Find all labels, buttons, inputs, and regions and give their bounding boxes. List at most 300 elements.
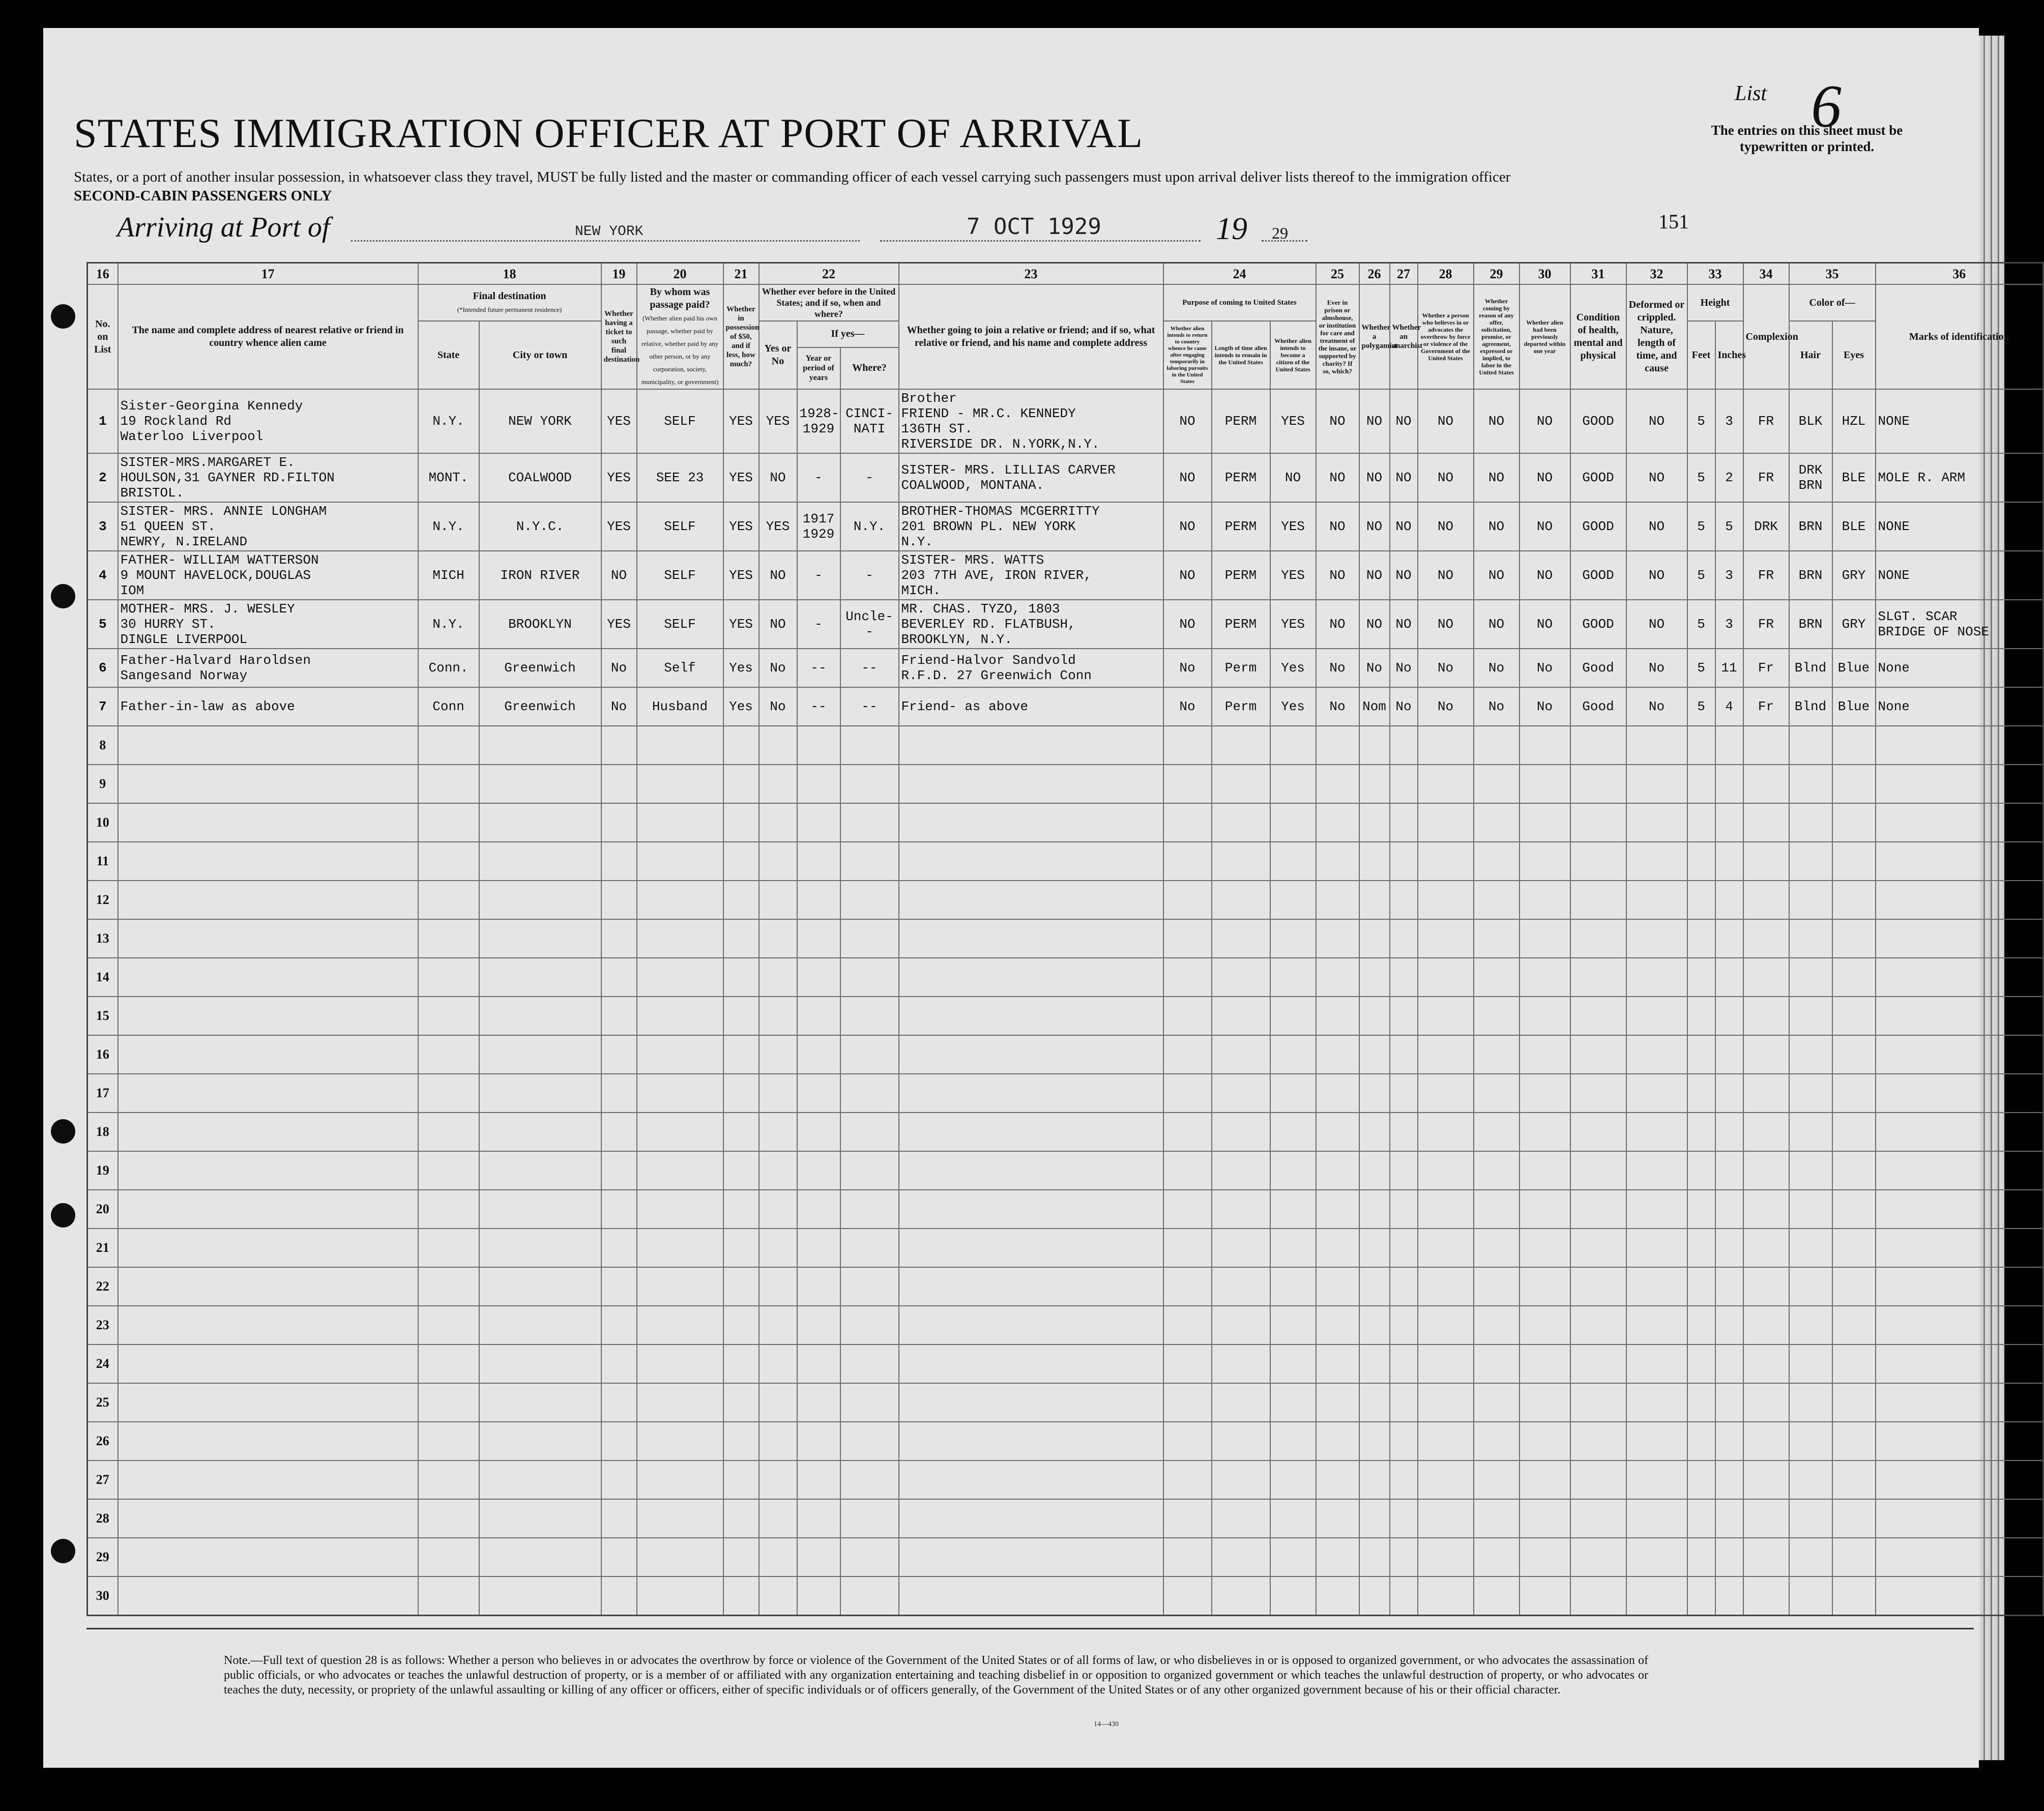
hair-cell: BRN: [1789, 551, 1832, 600]
empty-cell: [840, 1306, 899, 1345]
empty-cell: [1163, 997, 1212, 1035]
empty-cell: [1520, 1422, 1570, 1461]
before-us-cell: YES: [759, 502, 797, 551]
empty-cell: [479, 1461, 601, 1499]
empty-cell: [118, 726, 418, 765]
empty-cell: [759, 842, 797, 881]
empty-cell: [1270, 919, 1316, 958]
empty-cell: [479, 1113, 601, 1151]
empty-cell: [601, 1461, 637, 1499]
anarchist-cell: NO: [1390, 453, 1418, 502]
empty-cell: [1715, 1538, 1743, 1576]
empty-cell: [118, 1576, 418, 1616]
eyes-cell: Blue: [1832, 649, 1876, 687]
empty-cell: [797, 919, 840, 958]
q29-cell: NO: [1474, 502, 1520, 551]
empty-cell: [1570, 958, 1626, 997]
empty-cell: [723, 1422, 759, 1461]
empty-cell: [1832, 1576, 1876, 1616]
empty-cell: [1316, 997, 1359, 1035]
polygamist-cell: NO: [1359, 600, 1390, 649]
empty-cell: [418, 1461, 479, 1499]
empty-cell: [1789, 1190, 1832, 1229]
before-us-cell: NO: [759, 600, 797, 649]
empty-cell: [1359, 919, 1390, 958]
empty-cell: [418, 1422, 479, 1461]
empty-cell: [601, 842, 637, 881]
empty-cell: [1520, 1151, 1570, 1190]
empty-cell: [1359, 842, 1390, 881]
empty-cell: [1163, 1113, 1212, 1151]
column-number: 22: [759, 263, 899, 285]
city-cell: N.Y.C.: [479, 502, 601, 551]
length-of-stay-cell: PERM: [1212, 453, 1270, 502]
column-number: 34: [1743, 263, 1789, 285]
empty-cell: [759, 1306, 797, 1345]
empty-cell: [1270, 1267, 1316, 1306]
empty-cell: [1390, 919, 1418, 958]
empty-cell: [899, 958, 1163, 997]
header-q29: Whether coming by reason of any offer, solicitation, promise, or agreement, expressed or implied, to labor in the United States: [1474, 284, 1520, 389]
empty-cell: [1474, 919, 1520, 958]
empty-row: [87, 842, 2043, 881]
empty-cell: [479, 1267, 601, 1306]
city-cell: IRON RIVER: [479, 551, 601, 600]
form-title: STATES IMMIGRATION OFFICER AT PORT OF ARRIVAL: [74, 110, 1144, 156]
empty-cell: [418, 919, 479, 958]
before-us-cell: YES: [759, 389, 797, 453]
header-prison: Ever in prison or almshouse, or institution for care and treatment of the insane, or supported by charity? If so, which?: [1316, 284, 1359, 389]
empty-cell: [1390, 1074, 1418, 1113]
empty-cell: [1163, 1267, 1212, 1306]
empty-cell: [1270, 1461, 1316, 1499]
city-cell: NEW YORK: [479, 389, 601, 453]
empty-cell: [1212, 803, 1270, 842]
empty-cell: [1570, 726, 1626, 765]
empty-cell: [1876, 1190, 2043, 1229]
empty-cell: [1876, 1576, 2043, 1616]
empty-cell: [723, 1113, 759, 1151]
empty-row: [87, 1345, 2043, 1383]
empty-cell: [479, 1190, 601, 1229]
empty-row: [87, 997, 2043, 1035]
empty-cell: [601, 1229, 637, 1267]
empty-cell: [1743, 881, 1789, 919]
empty-cell: [1570, 1306, 1626, 1345]
empty-cell: [1316, 1538, 1359, 1576]
empty-cell: [1626, 1576, 1687, 1616]
empty-cell: [1359, 1229, 1390, 1267]
empty-cell: [1626, 765, 1687, 803]
empty-cell: [759, 1383, 797, 1422]
empty-cell: [1270, 997, 1316, 1035]
empty-cell: [1626, 1538, 1687, 1576]
deformed-cell: NO: [1626, 600, 1687, 649]
complexion-cell: Fr: [1743, 649, 1789, 687]
empty-cell: [1390, 1113, 1418, 1151]
empty-cell: [1270, 803, 1316, 842]
empty-cell: [899, 1422, 1163, 1461]
header-period: Year or period of years: [797, 347, 840, 389]
empty-cell: [840, 1074, 899, 1113]
before-us-cell: NO: [759, 453, 797, 502]
empty-cell: [899, 881, 1163, 919]
empty-cell: [1359, 1461, 1390, 1499]
empty-cell: [1715, 1229, 1743, 1267]
empty-cell: [840, 803, 899, 842]
empty-cell: [1212, 919, 1270, 958]
empty-cell: [1687, 997, 1715, 1035]
empty-cell: [899, 1461, 1163, 1499]
empty-cell: [637, 1383, 723, 1422]
empty-cell: [479, 881, 601, 919]
money-cell: YES: [723, 551, 759, 600]
citizen-intent-cell: YES: [1270, 502, 1316, 551]
marks-cell: None: [1876, 687, 2043, 726]
empty-cell: [637, 765, 723, 803]
empty-cell: [1789, 1113, 1832, 1151]
empty-cell: [1520, 881, 1570, 919]
form-instructions: [74, 168, 1661, 206]
empty-cell: [1474, 1538, 1520, 1576]
empty-cell: [1715, 1422, 1743, 1461]
prison-cell: NO: [1316, 453, 1359, 502]
empty-row: [87, 881, 2043, 919]
empty-row: [87, 765, 2043, 803]
empty-cell: [1316, 919, 1359, 958]
empty-cell: [1163, 881, 1212, 919]
empty-cell: [1474, 881, 1520, 919]
empty-cell: [1163, 726, 1212, 765]
empty-cell: [1520, 1499, 1570, 1538]
empty-cell: [418, 1306, 479, 1345]
ticket-cell: No: [601, 687, 637, 726]
empty-cell: [1876, 1461, 2043, 1499]
empty-cell: [1743, 919, 1789, 958]
q28-cell: NO: [1418, 453, 1474, 502]
marks-cell: NONE: [1876, 502, 2043, 551]
empty-cell: [418, 1113, 479, 1151]
empty-cell: [418, 1383, 479, 1422]
empty-cell: [1876, 803, 2043, 842]
empty-cell: [601, 765, 637, 803]
empty-cell: [1715, 881, 1743, 919]
row-number: 5: [87, 600, 118, 649]
deformed-cell: No: [1626, 649, 1687, 687]
empty-cell: [1418, 803, 1474, 842]
empty-cell: [723, 958, 759, 997]
empty-row: [87, 1035, 2043, 1074]
header-city: City or town: [479, 321, 601, 389]
passenger-row: [87, 453, 2043, 502]
empty-cell: [759, 1461, 797, 1499]
empty-cell: [1876, 765, 2043, 803]
empty-cell: [118, 1422, 418, 1461]
empty-cell: [797, 803, 840, 842]
empty-cell: [1789, 881, 1832, 919]
empty-cell: [1390, 765, 1418, 803]
empty-cell: [1715, 1345, 1743, 1383]
column-number: 27: [1390, 263, 1418, 285]
empty-cell: [1163, 919, 1212, 958]
empty-cell: [1316, 842, 1359, 881]
empty-cell: [1520, 1383, 1570, 1422]
empty-cell: [840, 1576, 899, 1616]
empty-cell: [723, 1190, 759, 1229]
nearest-relative-cell: FATHER- WILLIAM WATTERSON 9 MOUNT HAVELOCK,DOUGLAS IOM: [118, 551, 418, 600]
empty-cell: [1570, 1499, 1626, 1538]
empty-cell: [1789, 842, 1832, 881]
empty-cell: [1359, 1190, 1390, 1229]
empty-cell: [1626, 1383, 1687, 1422]
empty-cell: [1474, 1113, 1520, 1151]
empty-row: [87, 1074, 2043, 1113]
empty-cell: [1715, 1499, 1743, 1538]
empty-cell: [1743, 1267, 1789, 1306]
header-marks: Marks of identification: [1876, 284, 2043, 389]
empty-cell: [1570, 1576, 1626, 1616]
row-number: 16: [87, 1035, 118, 1074]
empty-cell: [1876, 1345, 2043, 1383]
empty-cell: [1687, 765, 1715, 803]
empty-cell: [1832, 1499, 1876, 1538]
empty-cell: [1520, 1190, 1570, 1229]
empty-cell: [1270, 1229, 1316, 1267]
empty-cell: [723, 842, 759, 881]
empty-cell: [1570, 1461, 1626, 1499]
empty-cell: [1789, 1074, 1832, 1113]
empty-cell: [1626, 1422, 1687, 1461]
empty-cell: [1163, 842, 1212, 881]
empty-cell: [1789, 1576, 1832, 1616]
row-number: 7: [87, 687, 118, 726]
question-28-footnote: Note.—Full text of question 28 is as follows: Whether a person who believes in or advocates the overthrow by force or violence of the Government of the United States or of all forms of law, or who disbelieves in or is opposed to organized government, or who advocates the assassination of public officials, or who advocates or teaches the unlawful destruction of property, or is a member of or affiliated with any organization entertaining and teaching disbelief in or opposition to organized government or which teaches the unlawful destruction of property, or who advocates or teaches the duty, necessity, or propriety of the unlawful assaulting or killing of any officer or officers, either of specific individuals or of officers generally, of the Government of the United States or of any other organized government because of his or their official character.: [224, 1654, 1648, 1697]
header-state: State: [418, 321, 479, 389]
empty-row: [87, 958, 2043, 997]
empty-cell: [601, 803, 637, 842]
empty-cell: [418, 1074, 479, 1113]
empty-cell: [1570, 842, 1626, 881]
q29-cell: NO: [1474, 389, 1520, 453]
length-of-stay-cell: Perm: [1212, 649, 1270, 687]
prison-cell: NO: [1316, 600, 1359, 649]
empty-cell: [1474, 1499, 1520, 1538]
empty-cell: [1743, 1229, 1789, 1267]
money-cell: Yes: [723, 649, 759, 687]
empty-cell: [1687, 1035, 1715, 1074]
empty-cell: [1687, 1383, 1715, 1422]
empty-cell: [1626, 1306, 1687, 1345]
empty-cell: [1687, 1499, 1715, 1538]
empty-cell: [1390, 997, 1418, 1035]
empty-cell: [637, 997, 723, 1035]
empty-cell: [601, 1345, 637, 1383]
polygamist-cell: NO: [1359, 551, 1390, 600]
empty-cell: [1876, 1267, 2043, 1306]
empty-cell: [1418, 1267, 1474, 1306]
empty-cell: [899, 1113, 1163, 1151]
empty-cell: [759, 919, 797, 958]
empty-cell: [1832, 726, 1876, 765]
empty-row: [87, 1383, 2043, 1422]
empty-cell: [1390, 958, 1418, 997]
empty-cell: [797, 1576, 840, 1616]
empty-cell: [1832, 765, 1876, 803]
empty-cell: [601, 726, 637, 765]
empty-cell: [1270, 1499, 1316, 1538]
empty-cell: [1626, 1345, 1687, 1383]
state-cell: N.Y.: [418, 502, 479, 551]
empty-row: [87, 1190, 2043, 1229]
empty-row: [87, 1113, 2043, 1151]
empty-cell: [1390, 1035, 1418, 1074]
empty-cell: [418, 997, 479, 1035]
empty-cell: [1876, 1113, 2043, 1151]
empty-cell: [1715, 1306, 1743, 1345]
marks-cell: NONE: [1876, 551, 2043, 600]
empty-cell: [479, 958, 601, 997]
empty-cell: [1316, 1306, 1359, 1345]
hair-cell: DRK BRN: [1789, 453, 1832, 502]
joining-cell: BROTHER-THOMAS MCGERRITTY 201 BROWN PL. NEW YORK N.Y.: [899, 502, 1163, 551]
header-eyes: Eyes: [1832, 321, 1876, 389]
empty-cell: [759, 997, 797, 1035]
joining-cell: SISTER- MRS. WATTS 203 7TH AVE, IRON RIVER, MICH.: [899, 551, 1163, 600]
empty-cell: [1789, 1461, 1832, 1499]
prison-cell: NO: [1316, 551, 1359, 600]
empty-cell: [797, 1074, 840, 1113]
empty-cell: [1520, 1576, 1570, 1616]
empty-cell: [1715, 842, 1743, 881]
empty-cell: [637, 1345, 723, 1383]
empty-cell: [1520, 997, 1570, 1035]
empty-cell: [637, 1074, 723, 1113]
empty-cell: [1743, 1538, 1789, 1576]
empty-cell: [1626, 726, 1687, 765]
empty-cell: [1163, 1190, 1212, 1229]
empty-cell: [759, 803, 797, 842]
empty-cell: [1390, 1306, 1418, 1345]
empty-cell: [723, 997, 759, 1035]
empty-cell: [637, 1538, 723, 1576]
empty-cell: [1832, 1035, 1876, 1074]
empty-cell: [723, 1345, 759, 1383]
empty-cell: [1390, 1267, 1418, 1306]
empty-cell: [118, 1461, 418, 1499]
empty-cell: [1212, 1190, 1270, 1229]
header-purpose-c: Whether alien intends to become a citizen of the United States: [1270, 321, 1316, 389]
empty-cell: [797, 842, 840, 881]
empty-cell: [1520, 803, 1570, 842]
eyes-cell: BLE: [1832, 453, 1876, 502]
q30-cell: NO: [1520, 453, 1570, 502]
empty-row: [87, 726, 2043, 765]
empty-cell: [1876, 1229, 2043, 1267]
header-health: Condition of health, mental and physical: [1570, 284, 1626, 389]
empty-cell: [1390, 726, 1418, 765]
state-cell: N.Y.: [418, 389, 479, 453]
empty-cell: [1163, 1538, 1212, 1576]
row-number: 21: [87, 1229, 118, 1267]
length-of-stay-cell: PERM: [1212, 389, 1270, 453]
empty-cell: [1474, 1151, 1520, 1190]
where-cell: Uncle- -: [840, 600, 899, 649]
empty-cell: [1474, 1306, 1520, 1345]
period-cell: 1917 1929: [797, 502, 840, 551]
year-value: 29: [1272, 224, 1288, 242]
empty-cell: [1316, 1499, 1359, 1538]
empty-cell: [1570, 1538, 1626, 1576]
empty-cell: [899, 1035, 1163, 1074]
empty-cell: [118, 958, 418, 997]
height-feet-cell: 5: [1687, 389, 1715, 453]
empty-cell: [1316, 1461, 1359, 1499]
table-bottom-rule: [86, 1628, 1974, 1629]
empty-cell: [1316, 1151, 1359, 1190]
column-number: 26: [1359, 263, 1390, 285]
empty-cell: [1316, 1113, 1359, 1151]
empty-cell: [1687, 919, 1715, 958]
empty-cell: [601, 1074, 637, 1113]
empty-cell: [1570, 1345, 1626, 1383]
empty-cell: [1474, 1461, 1520, 1499]
empty-cell: [1876, 1074, 2043, 1113]
empty-cell: [118, 803, 418, 842]
empty-cell: [1789, 765, 1832, 803]
citizen-intent-cell: YES: [1270, 600, 1316, 649]
anarchist-cell: No: [1390, 687, 1418, 726]
temporary-cell: NO: [1163, 453, 1212, 502]
column-number: 20: [637, 263, 723, 285]
column-header-row: [87, 284, 2043, 321]
empty-cell: [899, 1383, 1163, 1422]
empty-cell: [759, 1074, 797, 1113]
column-number-row: [87, 263, 2043, 285]
empty-cell: [1832, 1345, 1876, 1383]
polygamist-cell: No: [1359, 649, 1390, 687]
paid-by-cell: SELF: [637, 551, 723, 600]
empty-cell: [840, 1229, 899, 1267]
empty-cell: [1359, 765, 1390, 803]
q28-cell: NO: [1418, 389, 1474, 453]
empty-cell: [479, 1383, 601, 1422]
column-number: 30: [1520, 263, 1570, 285]
where-cell: CINCI- NATI: [840, 389, 899, 453]
empty-cell: [1876, 1383, 2043, 1422]
manifest-table: [86, 262, 2044, 1616]
citizen-intent-cell: Yes: [1270, 687, 1316, 726]
empty-cell: [118, 919, 418, 958]
empty-cell: [1832, 1538, 1876, 1576]
deformed-cell: NO: [1626, 453, 1687, 502]
empty-cell: [1743, 1190, 1789, 1229]
empty-cell: [118, 997, 418, 1035]
column-number: 36: [1876, 263, 2043, 285]
anarchist-cell: NO: [1390, 551, 1418, 600]
empty-cell: [840, 1422, 899, 1461]
empty-cell: [899, 1499, 1163, 1538]
empty-cell: [1163, 1499, 1212, 1538]
empty-cell: [723, 1461, 759, 1499]
health-cell: GOOD: [1570, 453, 1626, 502]
empty-cell: [1743, 1074, 1789, 1113]
empty-cell: [797, 1267, 840, 1306]
passenger-row: [87, 687, 2043, 726]
empty-cell: [1474, 765, 1520, 803]
passenger-class-note: SECOND-CABIN PASSENGERS ONLY: [74, 188, 332, 204]
money-cell: YES: [723, 389, 759, 453]
empty-cell: [759, 726, 797, 765]
